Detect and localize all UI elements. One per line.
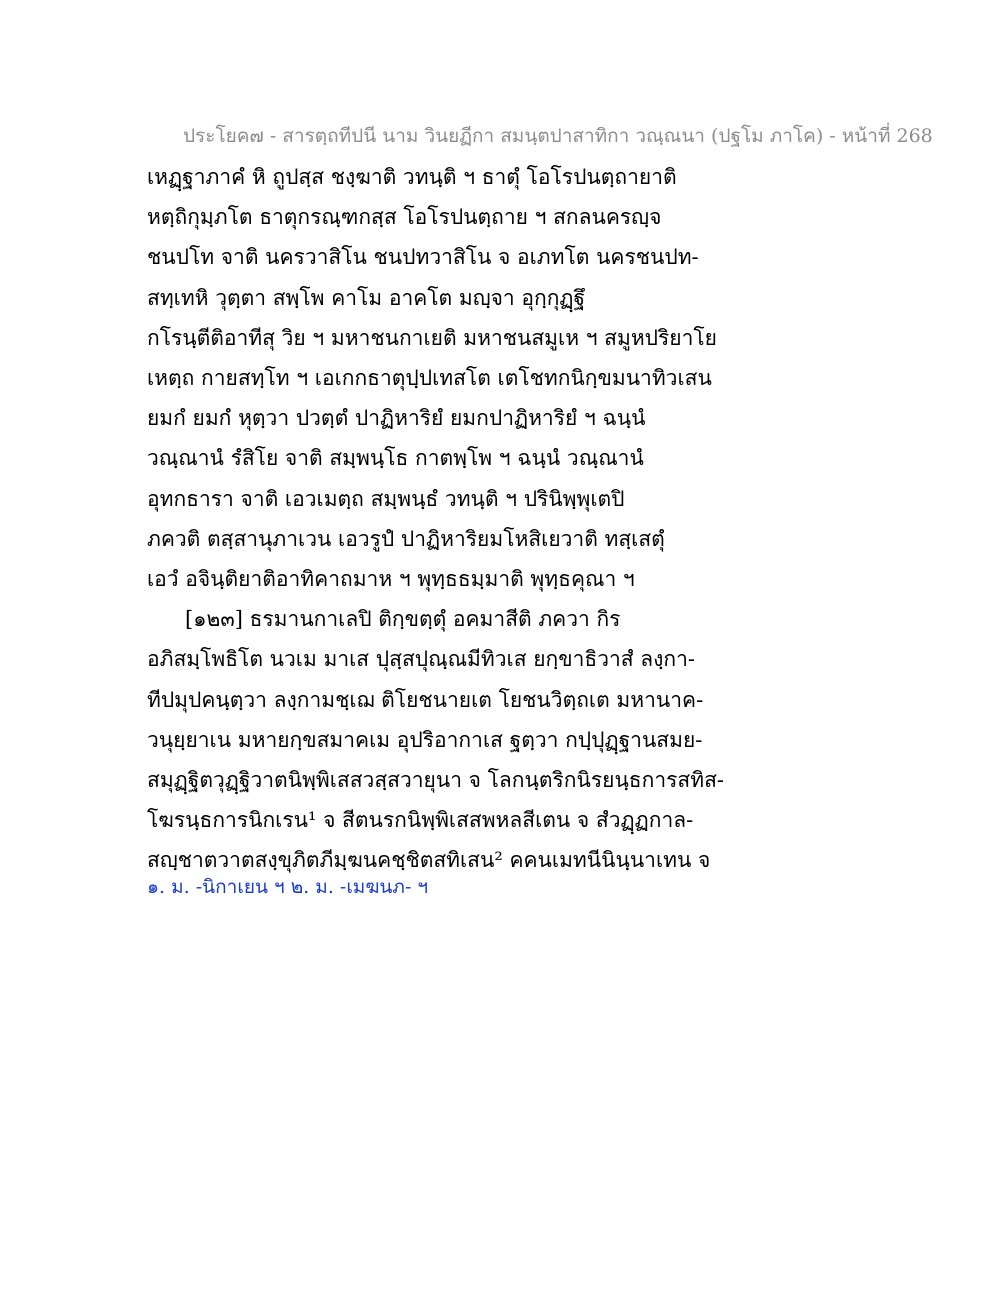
text-line: สทฺเทหิ วุตฺตา สพฺโพ คาโม อาคโต มญฺจา อุกฺกุฏฺฐึ [147,285,586,310]
text-line: หตฺถิกุมฺภโต ธาตุกรณฺฑกสฺส โอโรปนตฺถาย ฯ สกลนครญฺจ [147,205,662,230]
text-line: ทีปมุปคนฺตฺวา ลงฺกามชฺเฌ ติโยชนายเต โยชนวิตฺถเต มหานาค- [147,687,704,712]
text-line: สมุฏฺฐิตวุฏฺฐิวาตนิพฺพิเสสวสฺสวายุนา จ โลกนฺตริกนิรยนฺธการสทิส- [147,768,724,793]
text-line: อภิสมฺโพธิโต นวเม มาเส ปุสฺสปุณฺณมีทิวเส ยกฺขาธิวาสํ ลงฺกา- [147,647,695,672]
text-line: กโรนฺตีติอาทีสุ วิย ฯ มหาชนกาเยติ มหาชนสมูเห ฯ สมูหปริยาโย [147,325,717,350]
text-line: วณฺณานํ รํสิโย จาติ สมฺพนฺโธ กาตพฺโพ ฯ ฉนฺนํ วณฺณานํ [147,446,644,471]
text-line: เอวํ อจินฺติยาติอาทิคาถมาห ฯ พุทฺธธมฺมาติ พุทฺธคุณา ฯ [147,567,635,592]
body-text [147,157,867,881]
text-line: ภควติ ตสฺสานุภาเวน เอวรูปํ ปาฏิหาริยมโหสิเยวาติ ทสฺเสตุํ [147,526,665,551]
text-line: เหตฺถ กายสทฺโท ฯ เอเกกธาตุปฺปเทสโต เตโชทกนิกฺขมนาทิวเสน [147,366,712,391]
paragraph-start-line: [๑๒๓] ธรมานกาเลปิ ติกฺขตฺตุํ อคมาสีติ ภควา กิร [185,607,621,632]
text-line: อุทกธารา จาติ เอวเมตฺถ สมฺพนฺธํ วทนฺติ ฯ ปรินิพฺพุเตปิ [147,486,625,511]
text-line: เหฏฺฐาภาคํ หิ ถูปสฺส ชงฺฆาติ วทนฺติ ฯ ธาตุํ โอโรปนตฺถายาติ [147,165,677,189]
text-line: วนุยฺยาเน มหายกฺขสมาคเม อุปริอากาเส ฐตฺวา กปฺปุฏฺฐานสมย- [147,727,703,752]
footnote: ๑. ม. -นิกาเยน ฯ ๒. ม. -เมฆนภ- ฯ [147,876,429,898]
text-line: ชนปโท จาติ นครวาสิโน ชนปทวาสิโน จ อเภทโต นครชนปท- [147,245,699,270]
text-line: ยมกํ ยมกํ หุตฺวา ปวตฺตํ ปาฏิหาริยํ ยมกปาฏิหาริยํ ฯ ฉนฺนํ [147,406,646,431]
text-line: โฆรนฺธการนิกเรน¹ จ สีตนรกนิพฺพิเสสพหลสีเตน จ สํวฏฺฏกาล- [147,808,694,833]
running-header: ประโยค๗ - สารตฺถทีปนี นาม วินยฏีกา สมนฺตปาสาทิกา วณฺณนา (ปฐโม ภาโค) - หน้าที่ 268 [183,125,933,147]
text-line: สญฺชาตวาตสงฺขุภิตภีมฺฆนคชฺชิตสทิเสน² คคนเมทนีนินฺนาเทน จ [147,848,711,873]
